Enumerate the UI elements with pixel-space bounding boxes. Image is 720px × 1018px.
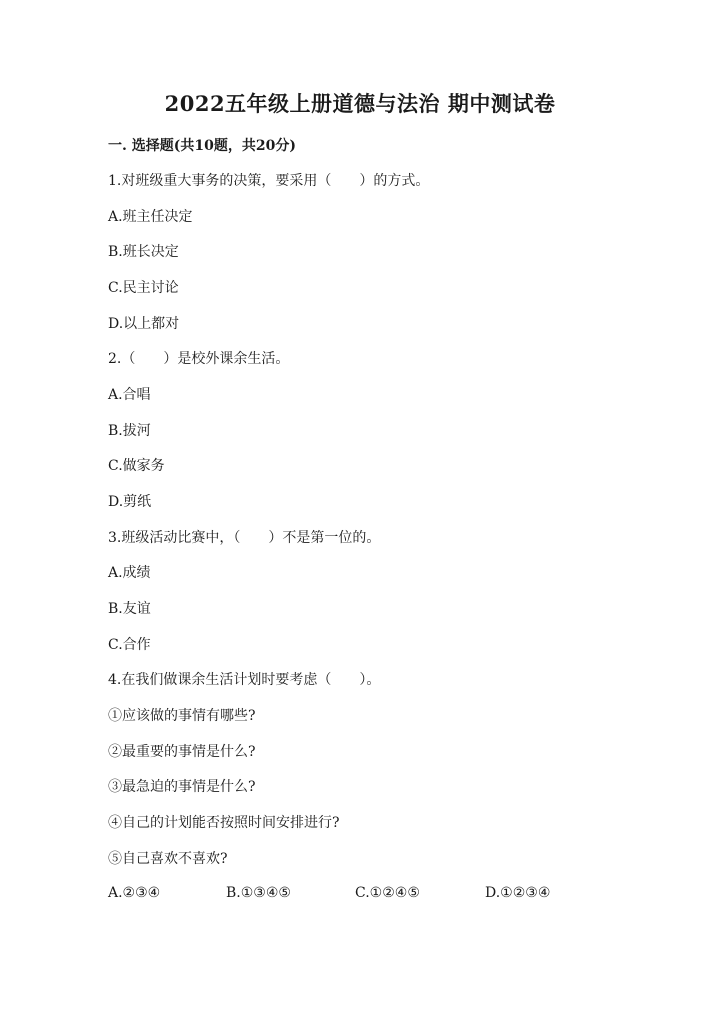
- section-heading: 一. 选择题(共10题，共20分): [108, 138, 296, 154]
- question-1-option-a: A.班主任决定: [108, 209, 193, 225]
- question-2-option-d: D.剪纸: [108, 494, 152, 510]
- page-title: 2022五年级上册道德与法治 期中测试卷: [164, 91, 556, 116]
- question-3-option-b: B.友谊: [108, 601, 151, 617]
- question-4-item-5: ⑤自己喜欢不喜欢?: [108, 851, 228, 867]
- question-1-option-d: D.以上都对: [108, 316, 180, 332]
- question-2-stem: 2.（ ）是校外课余生活。: [108, 351, 290, 367]
- question-4-item-1: ①应该做的事情有哪些?: [108, 708, 256, 724]
- question-3-option-a: A.成绩: [108, 565, 151, 581]
- question-4-option-d: D.①②③④: [485, 885, 551, 901]
- question-2-option-b: B.拔河: [108, 423, 151, 439]
- question-3-stem: 3.班级活动比赛中，（ ）不是第一位的。: [108, 530, 381, 546]
- question-1-option-b: B.班长决定: [108, 244, 179, 260]
- question-3-option-c: C.合作: [108, 637, 151, 653]
- question-4-item-2: ②最重要的事情是什么?: [108, 744, 256, 760]
- question-1-stem: 1.对班级重大事务的决策，要采用（ ）的方式。: [108, 173, 430, 189]
- question-4-item-4: ④自己的计划能否按照时间安排进行?: [108, 815, 340, 831]
- question-4-options-row: [108, 885, 588, 905]
- question-4-stem: 4.在我们做课余生活计划时要考虑（ ）。: [108, 672, 381, 688]
- question-4-item-3: ③最急迫的事情是什么?: [108, 779, 256, 795]
- question-4-option-c: C.①②④⑤: [355, 885, 420, 901]
- question-4-option-b: B.①③④⑤: [226, 885, 291, 901]
- question-1-option-c: C.民主讨论: [108, 280, 179, 296]
- question-2-option-c: C.做家务: [108, 458, 165, 474]
- question-2-option-a: A.合唱: [108, 387, 151, 403]
- question-4-option-a: A.②③④: [108, 885, 161, 901]
